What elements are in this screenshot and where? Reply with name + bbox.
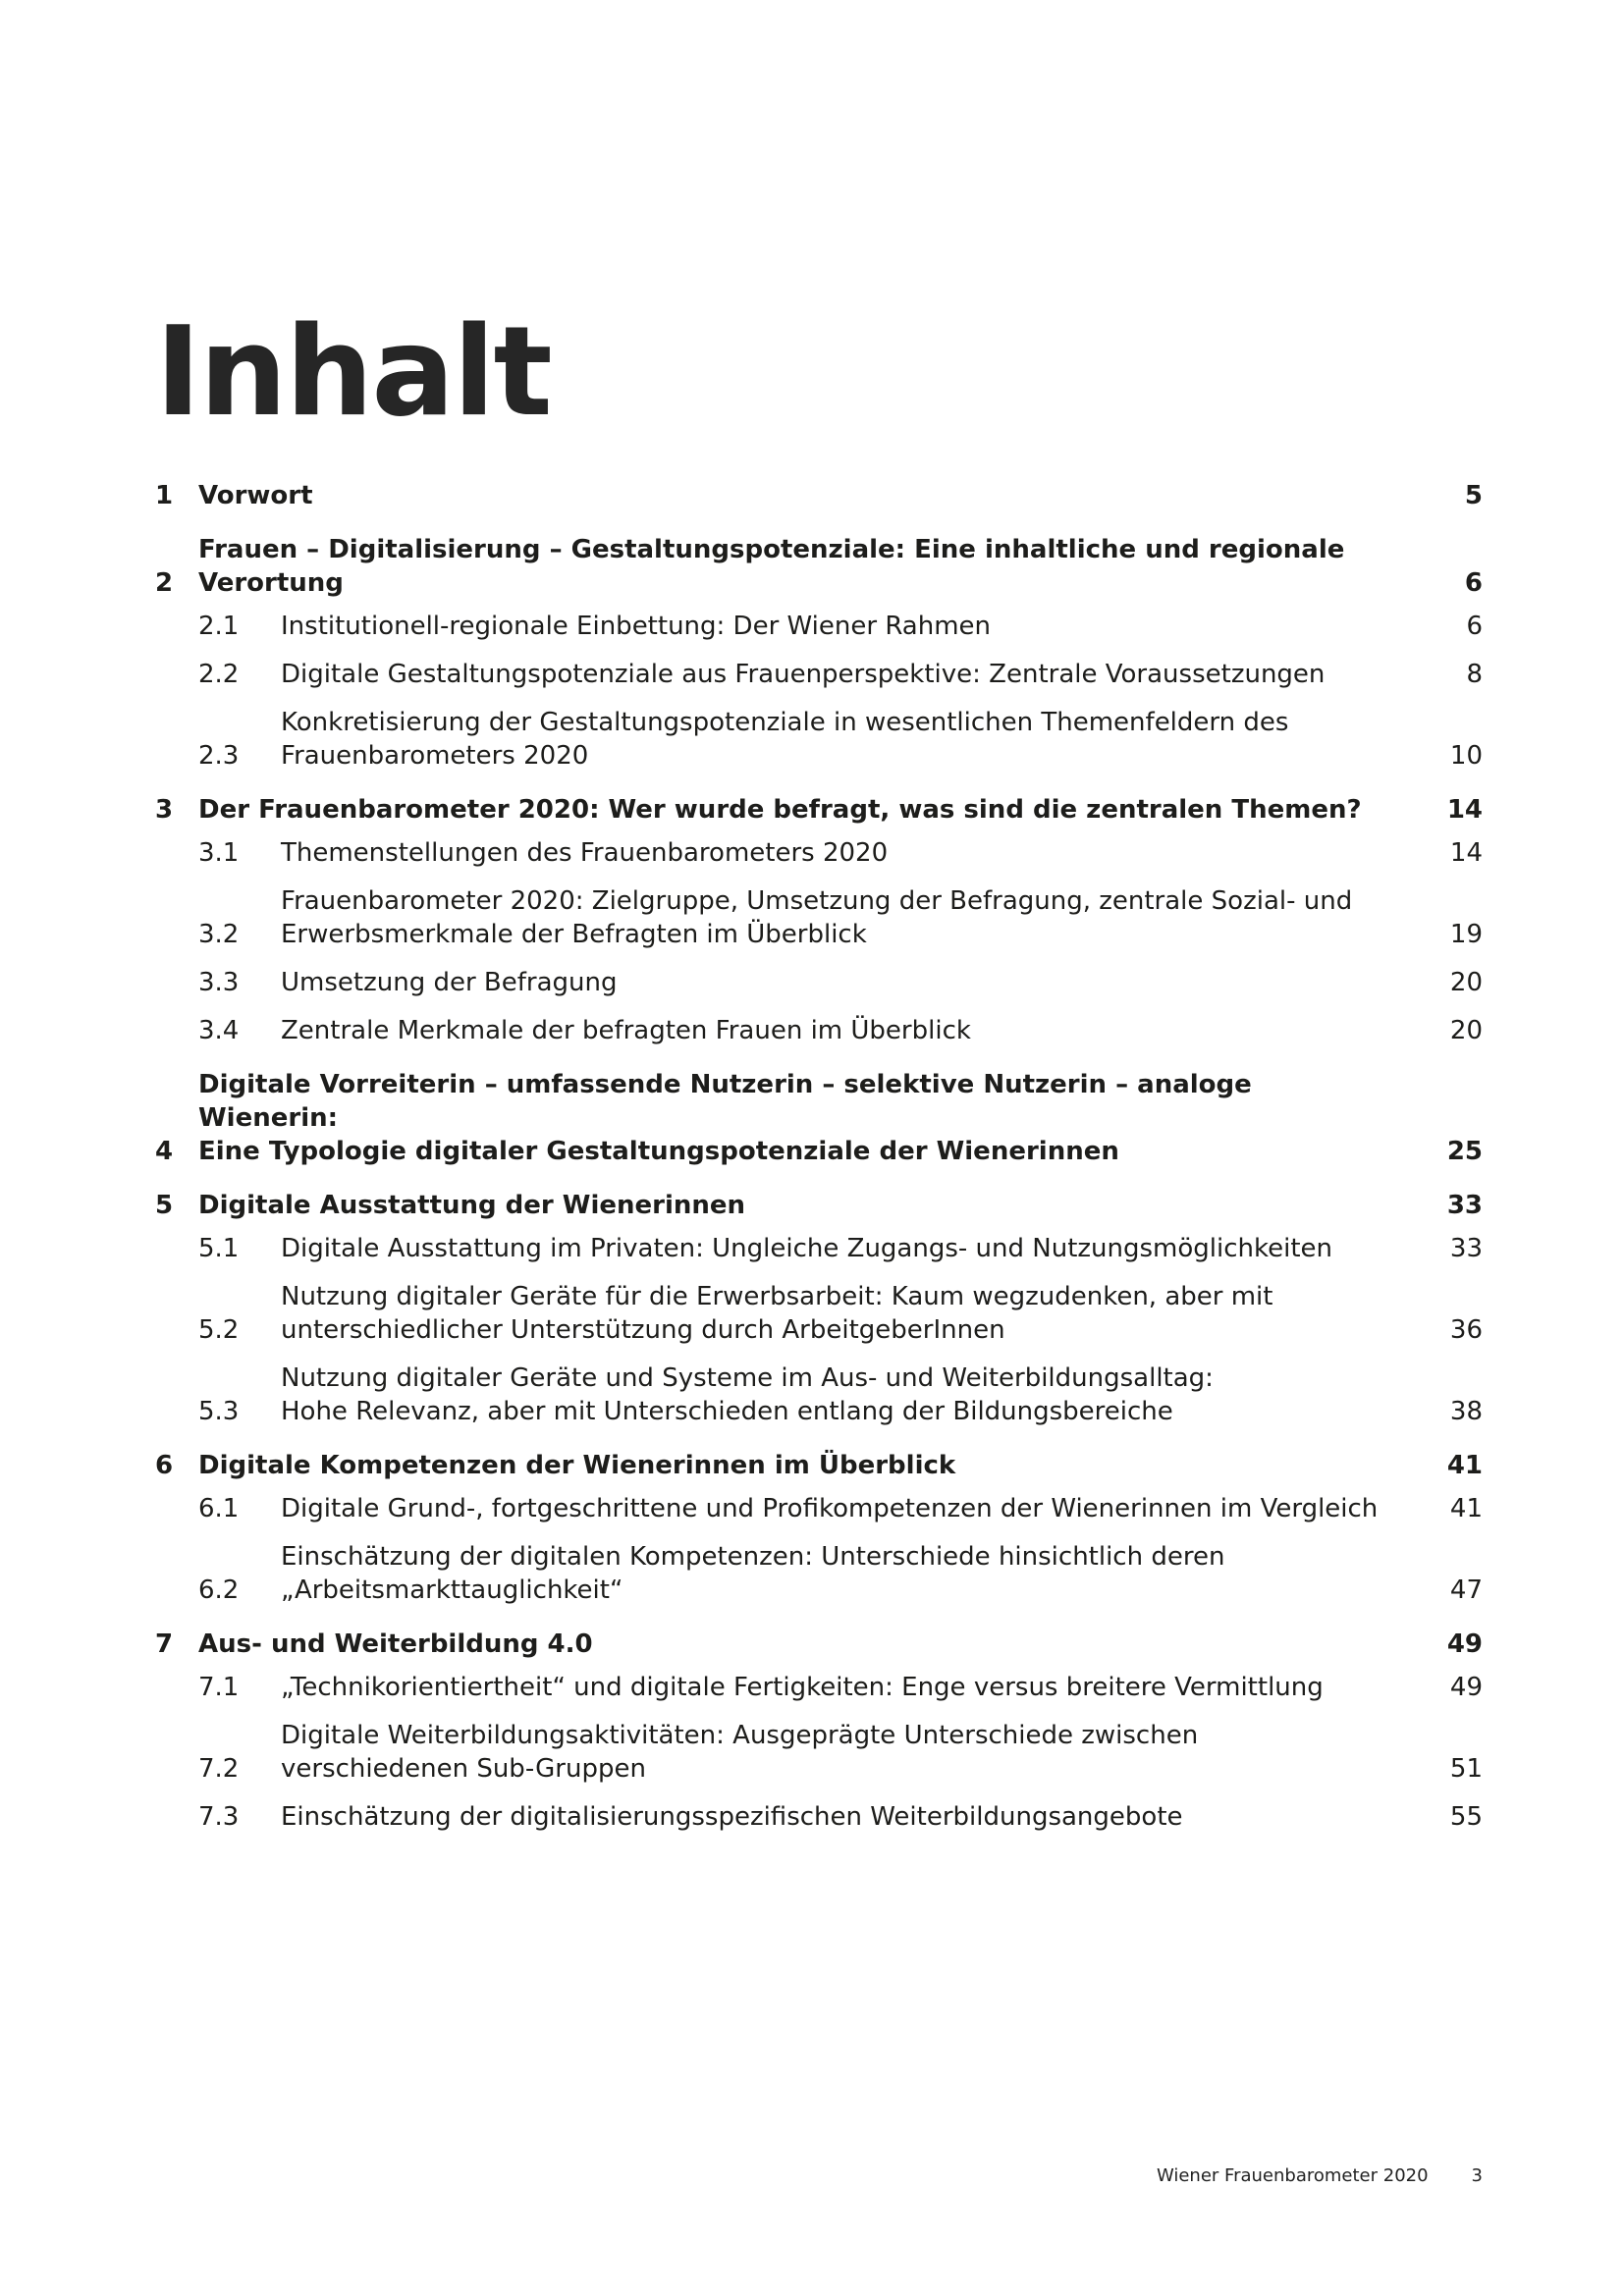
- toc-number: 3: [155, 795, 174, 825]
- toc-section[interactable]: [155, 1492, 1483, 1525]
- toc-section[interactable]: [155, 884, 1483, 951]
- toc-title: Aus- und Weiterbildung 4.0: [198, 1629, 593, 1659]
- toc-title: Einschätzung der digitalen Kompetenzen: Unterschiede hinsichtlich deren „Arbeitsmarkttauglichkeit“: [281, 1542, 1225, 1605]
- toc-title: Digitale Ausstattung der Wienerinnen: [198, 1191, 746, 1220]
- toc-chapter[interactable]: [155, 1628, 1483, 1661]
- toc-page: 20: [1449, 968, 1483, 997]
- toc-title: Digitale Kompetenzen der Wienerinnen im Überblick: [198, 1451, 956, 1480]
- toc-section[interactable]: [155, 1280, 1483, 1347]
- toc-chapter[interactable]: [155, 793, 1483, 827]
- toc-page: 19: [1449, 920, 1483, 949]
- toc-title: Nutzung digitaler Geräte und Systeme im Aus- und Weiterbildungsalltag: Hohe Relevanz, aber mit Unterschieden entlang der Bildungsbereiche: [281, 1363, 1214, 1426]
- toc-title: Zentrale Merkmale der befragten Frauen im Überblick: [281, 1016, 971, 1045]
- toc-title: Themenstellungen des Frauenbarometers 2020: [281, 838, 889, 868]
- toc-number: 7.3: [198, 1802, 240, 1832]
- toc-title: Der Frauenbarometer 2020: Wer wurde befragt, was sind die zentralen Themen?: [198, 795, 1362, 825]
- toc-chapter[interactable]: [155, 479, 1483, 512]
- toc-number: 7.2: [198, 1754, 240, 1784]
- toc-title: Digitale Ausstattung im Privaten: Ungleiche Zugangs- und Nutzungsmöglichkeiten: [281, 1234, 1333, 1263]
- footer-publication: Wiener Frauenbarometer 2020: [1156, 2165, 1429, 2186]
- toc-page: 49: [1449, 1673, 1483, 1702]
- toc-title: Digitale Vorreiterin – umfassende Nutzerin – selektive Nutzerin – analoge Wienerin: Eine Typologie digitaler Gestaltungspotenziale der Wienerinnen: [198, 1070, 1252, 1166]
- toc-chapter[interactable]: [155, 1068, 1483, 1168]
- toc-section[interactable]: [155, 706, 1483, 773]
- toc-page: 33: [1449, 1234, 1483, 1263]
- page-footer: [1157, 2165, 1483, 2186]
- toc-section[interactable]: [155, 1671, 1483, 1704]
- toc-title: Vorwort: [198, 481, 313, 510]
- toc-title: Institutionell-regionale Einbettung: Der Wiener Rahmen: [281, 612, 992, 641]
- page-title: Inhalt: [155, 299, 551, 445]
- toc-title: Digitale Weiterbildungsaktivitäten: Ausgeprägte Unterschiede zwischen verschiedenen Sub-Gruppen: [281, 1721, 1199, 1784]
- toc-number: 6.2: [198, 1575, 240, 1605]
- toc-title: Digitale Grund-, fortgeschrittene und Profikompetenzen der Wienerinnen im Vergleich: [281, 1494, 1379, 1523]
- toc-number: 6.1: [198, 1494, 240, 1523]
- toc-title: Frauen – Digitalisierung – Gestaltungspotenziale: Eine inhaltliche und regionale Verortung: [198, 535, 1345, 598]
- toc-page: 20: [1449, 1016, 1483, 1045]
- toc-number: 1: [155, 481, 174, 510]
- toc-section[interactable]: [155, 1540, 1483, 1607]
- toc-number: 3.3: [198, 968, 240, 997]
- toc-page: 33: [1446, 1191, 1483, 1220]
- toc-chapter[interactable]: [155, 533, 1483, 600]
- toc-title: Einschätzung der digitalisierungsspezifischen Weiterbildungsangebote: [281, 1802, 1183, 1832]
- toc-number: 2: [155, 568, 174, 598]
- toc-number: 7.1: [198, 1673, 240, 1702]
- toc-page: 5: [1464, 481, 1483, 510]
- toc-section[interactable]: [155, 836, 1483, 870]
- toc-section[interactable]: [155, 658, 1483, 691]
- toc-page: 55: [1449, 1802, 1483, 1832]
- toc-page: 10: [1449, 741, 1483, 771]
- toc-number: 2.3: [198, 741, 240, 771]
- toc-page: 36: [1449, 1315, 1483, 1345]
- toc-title: Frauenbarometer 2020: Zielgruppe, Umsetzung der Befragung, zentrale Sozial- und Erwerbsmerkmale der Befragten im Überblick: [281, 886, 1353, 949]
- toc-page: 47: [1449, 1575, 1483, 1605]
- toc-number: 2.2: [198, 660, 240, 689]
- footer-page-number: 3: [1471, 2165, 1483, 2186]
- toc-chapter[interactable]: [155, 1449, 1483, 1482]
- toc-title: „Technikorientiertheit“ und digitale Fertigkeiten: Enge versus breitere Vermittlung: [281, 1673, 1324, 1702]
- toc-page: 49: [1446, 1629, 1483, 1659]
- toc-section[interactable]: [155, 1362, 1483, 1428]
- toc-page: 51: [1449, 1754, 1483, 1784]
- toc-title: Nutzung digitaler Geräte für die Erwerbsarbeit: Kaum wegzudenken, aber mit unterschiedlicher Unterstützung durch ArbeitgeberInnen: [281, 1282, 1273, 1345]
- toc-title: Digitale Gestaltungspotenziale aus Frauenperspektive: Zentrale Voraussetzungen: [281, 660, 1326, 689]
- toc-section[interactable]: [155, 1800, 1483, 1834]
- toc-page: 8: [1466, 660, 1483, 689]
- toc-title: Umsetzung der Befragung: [281, 968, 618, 997]
- toc-number: 3.2: [198, 920, 240, 949]
- toc-page: 14: [1449, 838, 1483, 868]
- toc-number: 3.1: [198, 838, 240, 868]
- toc-section[interactable]: [155, 610, 1483, 643]
- toc-number: 5.3: [198, 1397, 240, 1426]
- toc-page: 14: [1446, 795, 1483, 825]
- toc-page: 38: [1449, 1397, 1483, 1426]
- table-of-contents: [155, 471, 1483, 1834]
- toc-page: 6: [1466, 612, 1483, 641]
- toc-section[interactable]: [155, 966, 1483, 999]
- toc-number: 7: [155, 1629, 174, 1659]
- toc-section[interactable]: [155, 1014, 1483, 1047]
- toc-section[interactable]: [155, 1719, 1483, 1786]
- toc-chapter[interactable]: [155, 1189, 1483, 1222]
- toc-number: 6: [155, 1451, 174, 1480]
- toc-number: 5.2: [198, 1315, 240, 1345]
- toc-number: 3.4: [198, 1016, 240, 1045]
- toc-page: 41: [1446, 1451, 1483, 1480]
- toc-section[interactable]: [155, 1232, 1483, 1265]
- toc-number: 2.1: [198, 612, 240, 641]
- toc-number: 5.1: [198, 1234, 240, 1263]
- toc-number: 5: [155, 1191, 174, 1220]
- toc-title: Konkretisierung der Gestaltungspotenziale in wesentlichen Themenfeldern des Frauenbarometers 2020: [281, 708, 1289, 771]
- toc-page: 25: [1446, 1137, 1483, 1166]
- toc-page: 6: [1464, 568, 1483, 598]
- toc-number: 4: [155, 1137, 174, 1166]
- toc-page: 41: [1449, 1494, 1483, 1523]
